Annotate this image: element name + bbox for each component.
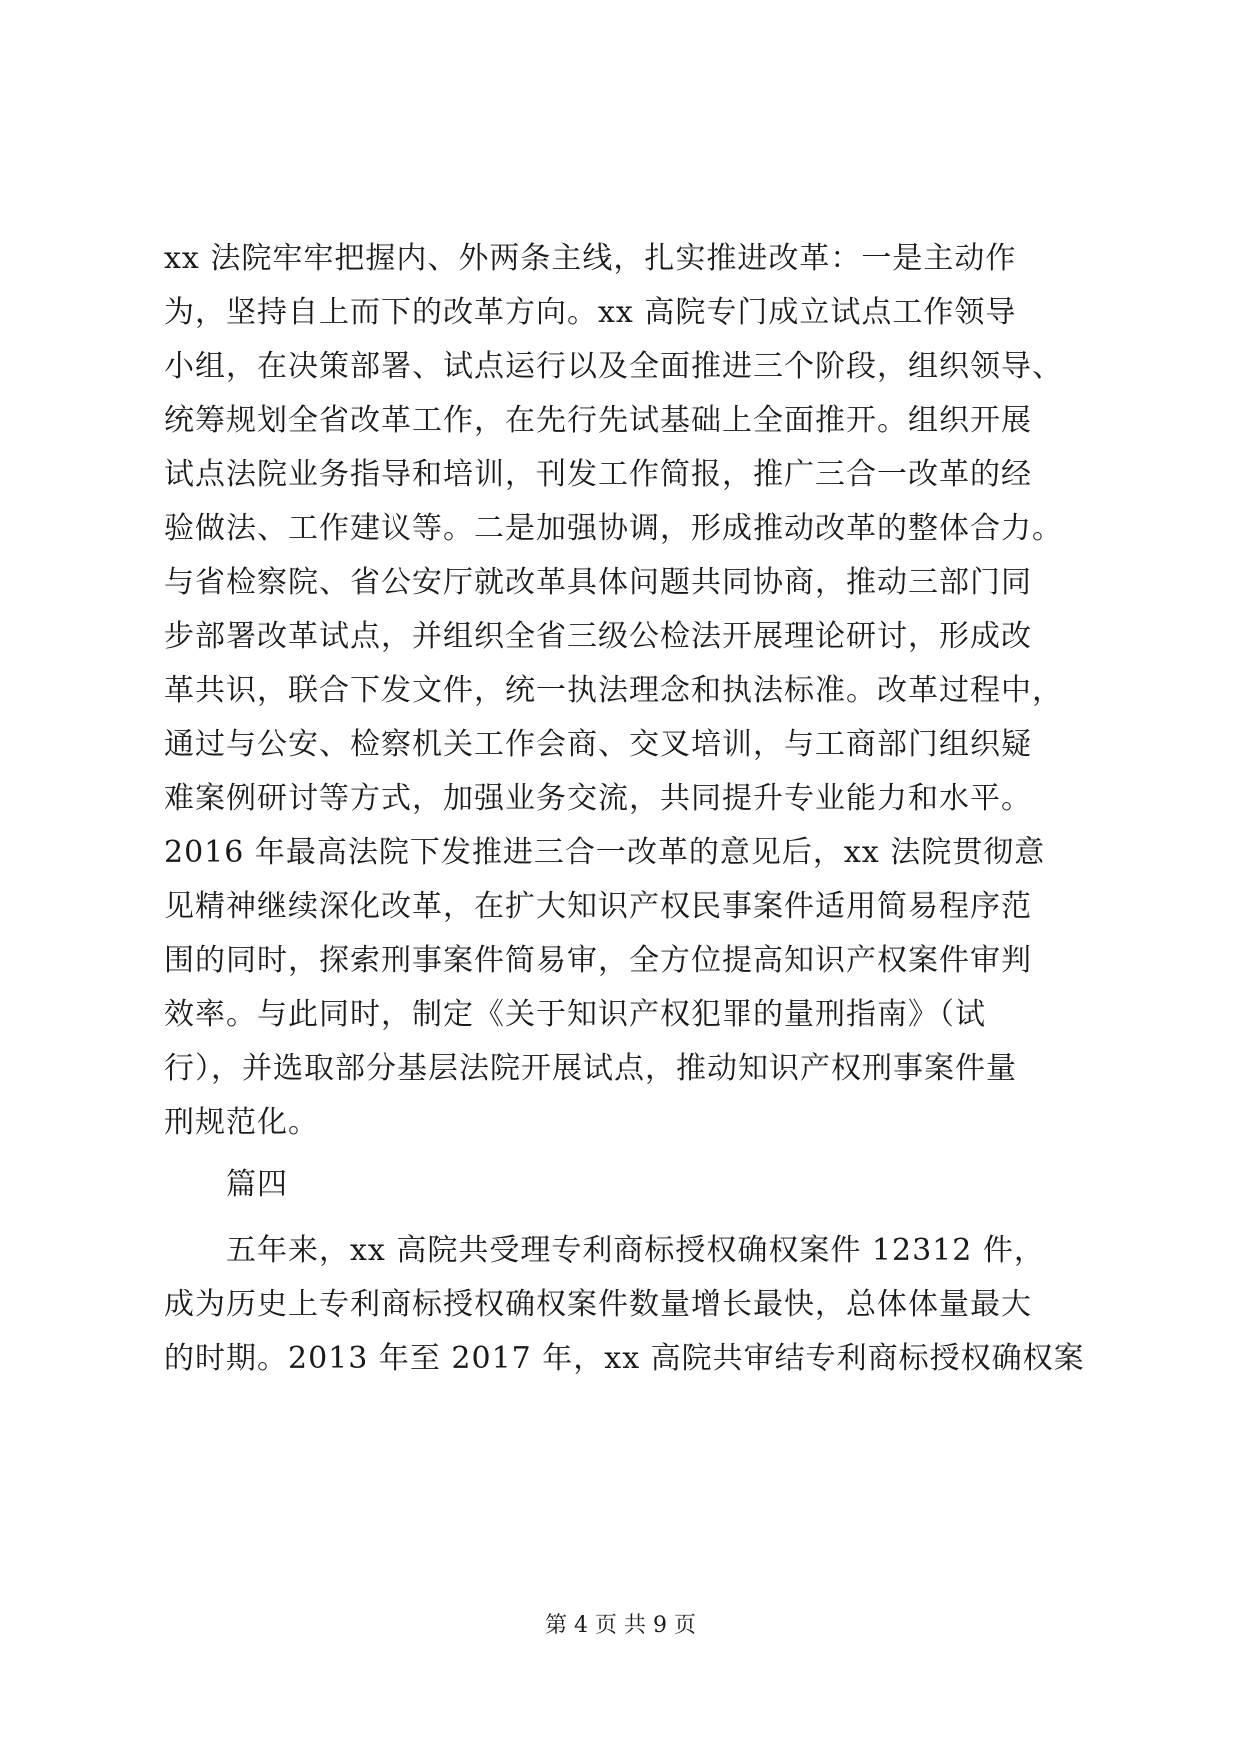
text-line: 行），并选取部分基层法院开展试点，推动知识产权刑事案件量 [164, 1051, 1017, 1086]
paragraph-2 [164, 1224, 1084, 1386]
text-line: 小组，在决策部署、试点运行以及全面推进三个阶段，组织领导、 [164, 349, 1063, 384]
text-line: 统筹规划全省改革工作，在先行先试基础上全面推开。组织开展 [164, 403, 1032, 438]
text-line: 成为历史上专利商标授权确权案件数量增长最快，总体体量最大 [164, 1287, 1032, 1322]
text-line: 的时期。2013 年至 2017 年，xx 高院共审结专利商标授权确权案 [164, 1341, 1085, 1376]
page-number-label: 第 4 页 共 9 页 [545, 1613, 696, 1638]
text-line: 见精神继续深化改革，在扩大知识产权民事案件适用简易程序范 [164, 889, 1032, 924]
text-line: 围的同时，探索刑事案件简易审，全方位提高知识产权案件审判 [164, 943, 1032, 978]
section-heading: 篇四 [226, 1167, 288, 1202]
text-line: 步部署改革试点，并组织全省三级公检法开展理论研讨，形成改 [164, 619, 1032, 654]
text-line: 刑规范化。 [164, 1105, 319, 1140]
text-line: 难案例研讨等方式，加强业务交流，共同提升专业能力和水平。 [164, 781, 1032, 816]
text-line: 2016 年最高法院下发推进三合一改革的意见后，xx 法院贯彻意 [164, 835, 1046, 870]
paragraph-1 [164, 232, 1084, 1150]
text-line: 通过与公安、检察机关工作会商、交叉培训，与工商部门组织疑 [164, 727, 1032, 762]
document-body [164, 232, 1084, 1386]
text-line: 效率。与此同时，制定《关于知识产权犯罪的量刑指南》（试 [164, 997, 986, 1032]
text-line: xx 法院牢牢把握内、外两条主线，扎实推进改革：一是主动作 [164, 241, 1017, 276]
text-line: 革共识，联合下发文件，统一执法理念和执法标准。改革过程中， [164, 673, 1063, 708]
text-line: 试点法院业务指导和培训，刊发工作简报，推广三合一改革的经 [164, 457, 1032, 492]
page-footer [0, 1612, 1241, 1640]
text-line: 验做法、工作建议等。二是加强协调，形成推动改革的整体合力。 [164, 511, 1063, 546]
text-line: 与省检察院、省公安厅就改革具体问题共同协商，推动三部门同 [164, 565, 1032, 600]
text-line: 五年来，xx 高院共受理专利商标授权确权案件 12312 件， [226, 1233, 1045, 1268]
text-line: 为，坚持自上而下的改革方向。xx 高院专门成立试点工作领导 [164, 295, 1017, 330]
